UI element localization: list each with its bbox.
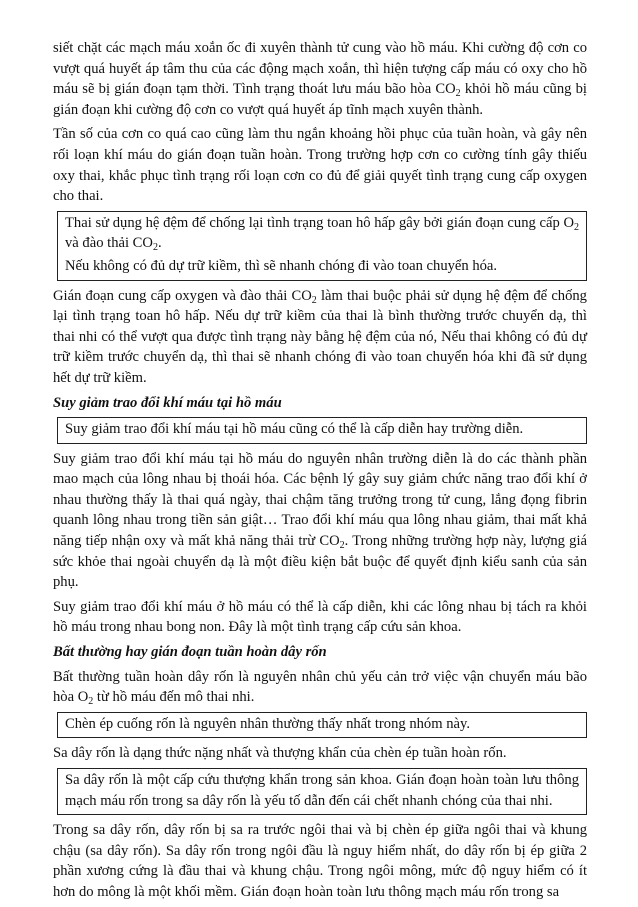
paragraph-contraction-frequency: Tần số của cơn co quá cao cũng làm thu ngắn khoảng hồi phục của tuần hoàn, và gây nên rối loạn khí máu do gián đoạn tuần hoàn. Trong trường hợp cơn co cường tính gây thiếu oxy thai, khắc phục tình trạng rối loạn cơn co đủ để giải quyết tình trạng cung cấp oxygen cho thai. <box>53 126 587 205</box>
summary-box-buffer-line2: Nếu không có đủ dự trữ kiềm, thì sẽ nhanh chóng đi vào toan chuyển hóa. <box>65 257 498 274</box>
paragraph-chronic-gas-exchange: Suy giảm trao đổi khí máu tại hồ máu do nguyên nhân trường diễn là do các thành phần mao mạch của lông nhau bị thoái hóa. Các bệnh lý gây suy giảm chức năng trao đổi khí ở nhau thường thấy là thai quá ngày, thai chậm tăng trưởng trong tử cung, lắng đọng fibrin quanh lông nhau trong tiền sản giật… Trao đổi khí máu qua lông nhau giảm, thai mất khả năng tiếp nhận oxy và mất khả năng thải trừ $CO_2$. Trong những trường hợp này, lượng giá sức khỏe thai ngoài chuyển dạ là một điều kiện bắt buộc để quyết định kiểu sanh của sản phụ. <box>53 450 587 591</box>
paragraph-cord-prolapse-detail: Trong sa dây rốn, dây rốn bị sa ra trước ngôi thai và bị chèn ép giữa ngôi thai và khung chậu (sa dây rốn). Sa dây rốn trong ngôi đầu là nguy hiểm nhất, do dây rốn bị ép giữa 2 phần xương cứng là đầu thai và khung chậu. Trong ngôi mông, mức độ nguy hiểm có ít hơn do mông là một khối mềm. Gián đoạn hoàn toàn lưu thông mạch máu rốn trong sa <box>53 822 587 900</box>
summary-box-gas-exchange-text: Suy giảm trao đổi khí máu tại hồ máu cũng có thể là cấp diễn hay trường diễn. <box>65 421 524 438</box>
summary-box-cord-compression <box>57 712 587 739</box>
paragraph-buffer-system: Gián đoạn cung cấp oxygen và đào thải $CO_2$ làm thai buộc phải sử dụng hệ đệm để chống lại tình trạng toan hô hấp. Nếu dự trữ kiềm của thai là bình thường trước chuyển dạ, thì thai nhi có thể vượt qua được tình trạng này bằng hệ đệm của nó, Nếu thai không có đủ dự trữ kiềm trước chuyển dạ, thì thai sẽ nhanh chóng đi vào toan chuyển hóa khi đã sử dụng hết dự trữ kiềm. <box>53 287 587 386</box>
summary-box-cord-compression-text: Chèn ép cuống rốn là nguyên nhân thường thấy nhất trong nhóm này. <box>65 715 470 732</box>
section-heading-umbilical-circulation: Bất thường hay gián đoạn tuần hoàn dây rốn <box>53 644 327 661</box>
paragraph-umbilical-circulation: Bất thường tuần hoàn dây rốn là nguyên nhân chủ yếu cản trở việc vận chuyển máu bão hòa $O_2$ từ hồ máu đến mô thai nhi. <box>53 668 587 708</box>
section-heading-gas-exchange: Suy giảm trao đổi khí máu tại hồ máu <box>53 394 282 411</box>
summary-box-gas-exchange <box>57 417 587 444</box>
paragraph-acute-gas-exchange: Suy giảm trao đổi khí máu ở hồ máu có thể là cấp diễn, khi các lông nhau bị tách ra khỏi hồ máu trong nhau bong non. Đây là một tình trạng cấp cứu sản khoa. <box>53 598 587 636</box>
paragraph-contraction-effects: siết chặt các mạch máu xoắn ốc đi xuyên thành tử cung vào hồ máu. Khi cường độ cơn co vượt quá huyết áp tâm thu của các động mạch xoắn, thì hiện tượng cấp máu có oxy cho hồ máu sẽ bị gián đoạn tạm thời. Tình trạng thoát lưu máu bão hòa $CO_2$ khỏi hồ máu cũng bị gián đoạn khi cường độ cơn co vượt quá huyết áp tĩnh mạch xuyên thành. <box>53 40 587 118</box>
document-page <box>53 38 587 907</box>
summary-box-cord-prolapse <box>57 768 587 815</box>
summary-box-buffer-line1: Thai sử dụng hệ đệm để chống lại tình trạng toan hô hấp gây bởi gián đoạn cung cấp $O_2$ và đào thải $CO_2$. <box>65 214 579 254</box>
paragraph-cord-prolapse-intro: Sa dây rốn là dạng thức nặng nhất và thượng khẩn của chèn ép tuần hoàn rốn. <box>53 745 507 762</box>
summary-box-buffer <box>57 211 587 281</box>
summary-box-cord-prolapse-text: Sa dây rốn là một cấp cứu thượng khẩn trong sản khoa. Gián đoạn hoàn toàn lưu thông mạch máu rốn trong sa dây rốn là yếu tố dẫn đến cái chết nhanh chóng của thai nhi. <box>65 772 579 809</box>
